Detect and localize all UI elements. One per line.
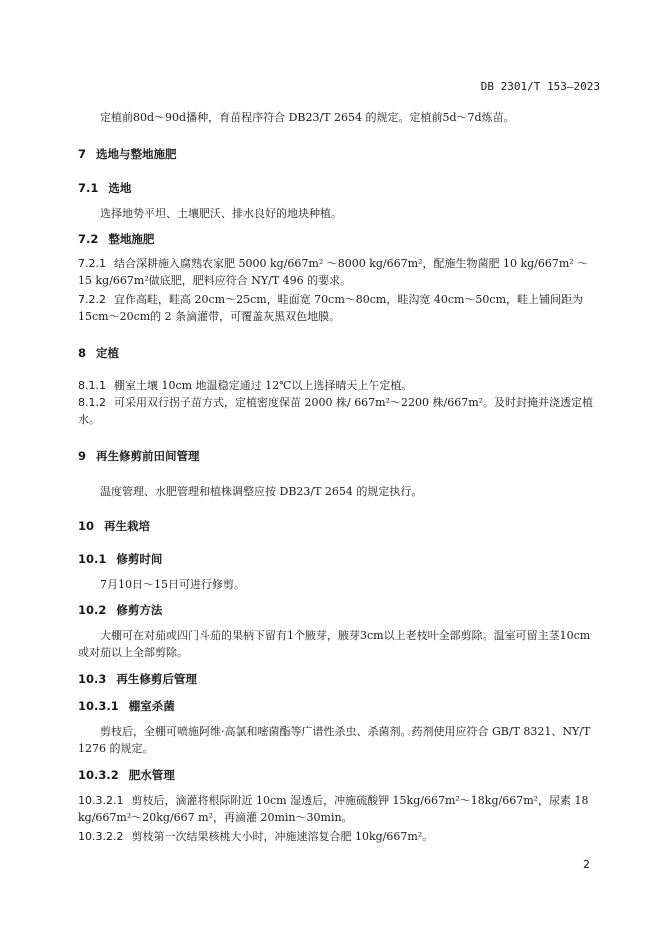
section-number: 7.2 xyxy=(78,232,99,246)
section-10-1-text: 7月10日～15日可进行修剪。 xyxy=(100,578,245,591)
section-title: 再生修剪后管理 xyxy=(116,672,197,686)
section-7-1-text: 选择地势平坦、土壤肥沃、排水良好的地块种植。 xyxy=(100,207,342,220)
section-title: 修剪方法 xyxy=(116,603,163,617)
section-number: 9 xyxy=(78,449,87,463)
page-number: 2 xyxy=(583,858,590,871)
document-id-header: DB 2301/T 153—2023 xyxy=(480,80,600,93)
clause-number: 8.1.2 xyxy=(78,396,106,409)
section-number: 8 xyxy=(78,346,87,360)
section-9-heading xyxy=(78,448,200,464)
section-number: 7.1 xyxy=(78,181,99,195)
section-10-3-1-text: 剪枝后，全棚可喷施阿维·高氯和嘧菌酯等广谱性杀虫、杀菌剂。药剂使用应符合 GB/T 8321、NY/T 1276 的规定。 xyxy=(78,725,591,755)
clause-7-2-2 xyxy=(78,291,600,325)
intro-paragraph: 定植前80d～90d播种，育苗程序符合 DB23/T 2654 的规定。定植前5d～7d炼苗。 xyxy=(100,111,515,124)
clause-10-3-2-2 xyxy=(78,828,600,845)
section-title: 整地施肥 xyxy=(108,232,155,246)
section-number: 10.3.2 xyxy=(78,768,119,782)
clause-8-1-1 xyxy=(78,377,600,394)
clause-number: 7.2.2 xyxy=(78,293,106,306)
section-10-1-heading xyxy=(78,551,162,567)
section-title: 选地 xyxy=(108,181,132,195)
section-8-heading xyxy=(78,345,119,361)
section-title: 选地与整地施肥 xyxy=(96,147,177,161)
section-title: 再生修剪前田间管理 xyxy=(96,449,200,463)
section-7-1-heading xyxy=(78,180,131,196)
clause-text: 可采用双行拐子苗方式，定植密度保苗 2000 株/ 667m²～2200 株/667m²。及时封掩并浇透定植水。 xyxy=(78,396,594,426)
section-7-2-heading xyxy=(78,231,154,247)
clause-text: 结合深耕施入腐熟农家肥 5000 kg/667m² ～8000 kg/667m²，配施生物菌肥 10 kg/667m² ～15 kg/667m²做底肥，肥料应符合 NY/T 496 的要求。 xyxy=(78,257,589,287)
section-number: 7 xyxy=(78,147,87,161)
section-number: 10.3 xyxy=(78,672,107,686)
section-number: 10 xyxy=(78,519,95,533)
section-10-3-heading xyxy=(78,671,197,687)
clause-number: 10.3.2.2 xyxy=(78,830,124,843)
clause-10-3-2-1 xyxy=(78,792,600,826)
section-number: 10.1 xyxy=(78,552,107,566)
section-10-2-text: 大棚可在对茄或四门斗茄的果柄下留有1个腋芽，腋芽3cm以上老枝叶全部剪除。温室可留主茎10cm或对茄以上全部剪除。 xyxy=(78,629,591,659)
clause-number: 8.1.1 xyxy=(78,379,106,392)
section-title: 棚室杀菌 xyxy=(128,699,175,713)
section-10-3-1-heading xyxy=(78,698,175,714)
section-number: 10.2 xyxy=(78,603,107,617)
clause-text: 棚室土壤 10cm 地温稳定通过 12℃以上选择晴天上午定植。 xyxy=(114,379,413,392)
clause-8-1-2 xyxy=(78,394,600,428)
clause-7-2-1 xyxy=(78,255,600,289)
section-title: 修剪时间 xyxy=(116,552,163,566)
section-title: 肥水管理 xyxy=(128,768,175,782)
clause-number: 10.3.2.1 xyxy=(78,794,124,807)
clause-number: 7.2.1 xyxy=(78,257,106,270)
clause-text: 剪枝后，滴灌将根际附近 10cm 湿透后，冲施硫酸钾 15kg/667m²～18kg/667m²，尿素 18 kg/667m²～20kg/667 m²，再滴灌 20min～30min。 xyxy=(78,794,589,824)
section-10-2-heading xyxy=(78,602,162,618)
section-title: 再生栽培 xyxy=(104,519,151,533)
section-7-heading xyxy=(78,146,177,162)
clause-text: 剪枝第一次结果核桃大小时，冲施速溶复合肥 10kg/667m²。 xyxy=(131,830,434,843)
section-10-heading xyxy=(78,518,150,534)
section-10-3-2-heading xyxy=(78,767,175,783)
section-title: 定植 xyxy=(96,346,120,360)
section-number: 10.3.1 xyxy=(78,699,119,713)
section-9-text: 温度管理、水肥管理和植株调整应按 DB23/T 2654 的规定执行。 xyxy=(100,485,423,498)
clause-text: 宜作高畦，畦高 20cm～25cm，畦面宽 70cm～80cm，畦沟宽 40cm～50cm，畦上铺间距为 15cm～20cm的 2 条滴灌带，可覆盖灰黑双色地膜。 xyxy=(78,293,584,323)
